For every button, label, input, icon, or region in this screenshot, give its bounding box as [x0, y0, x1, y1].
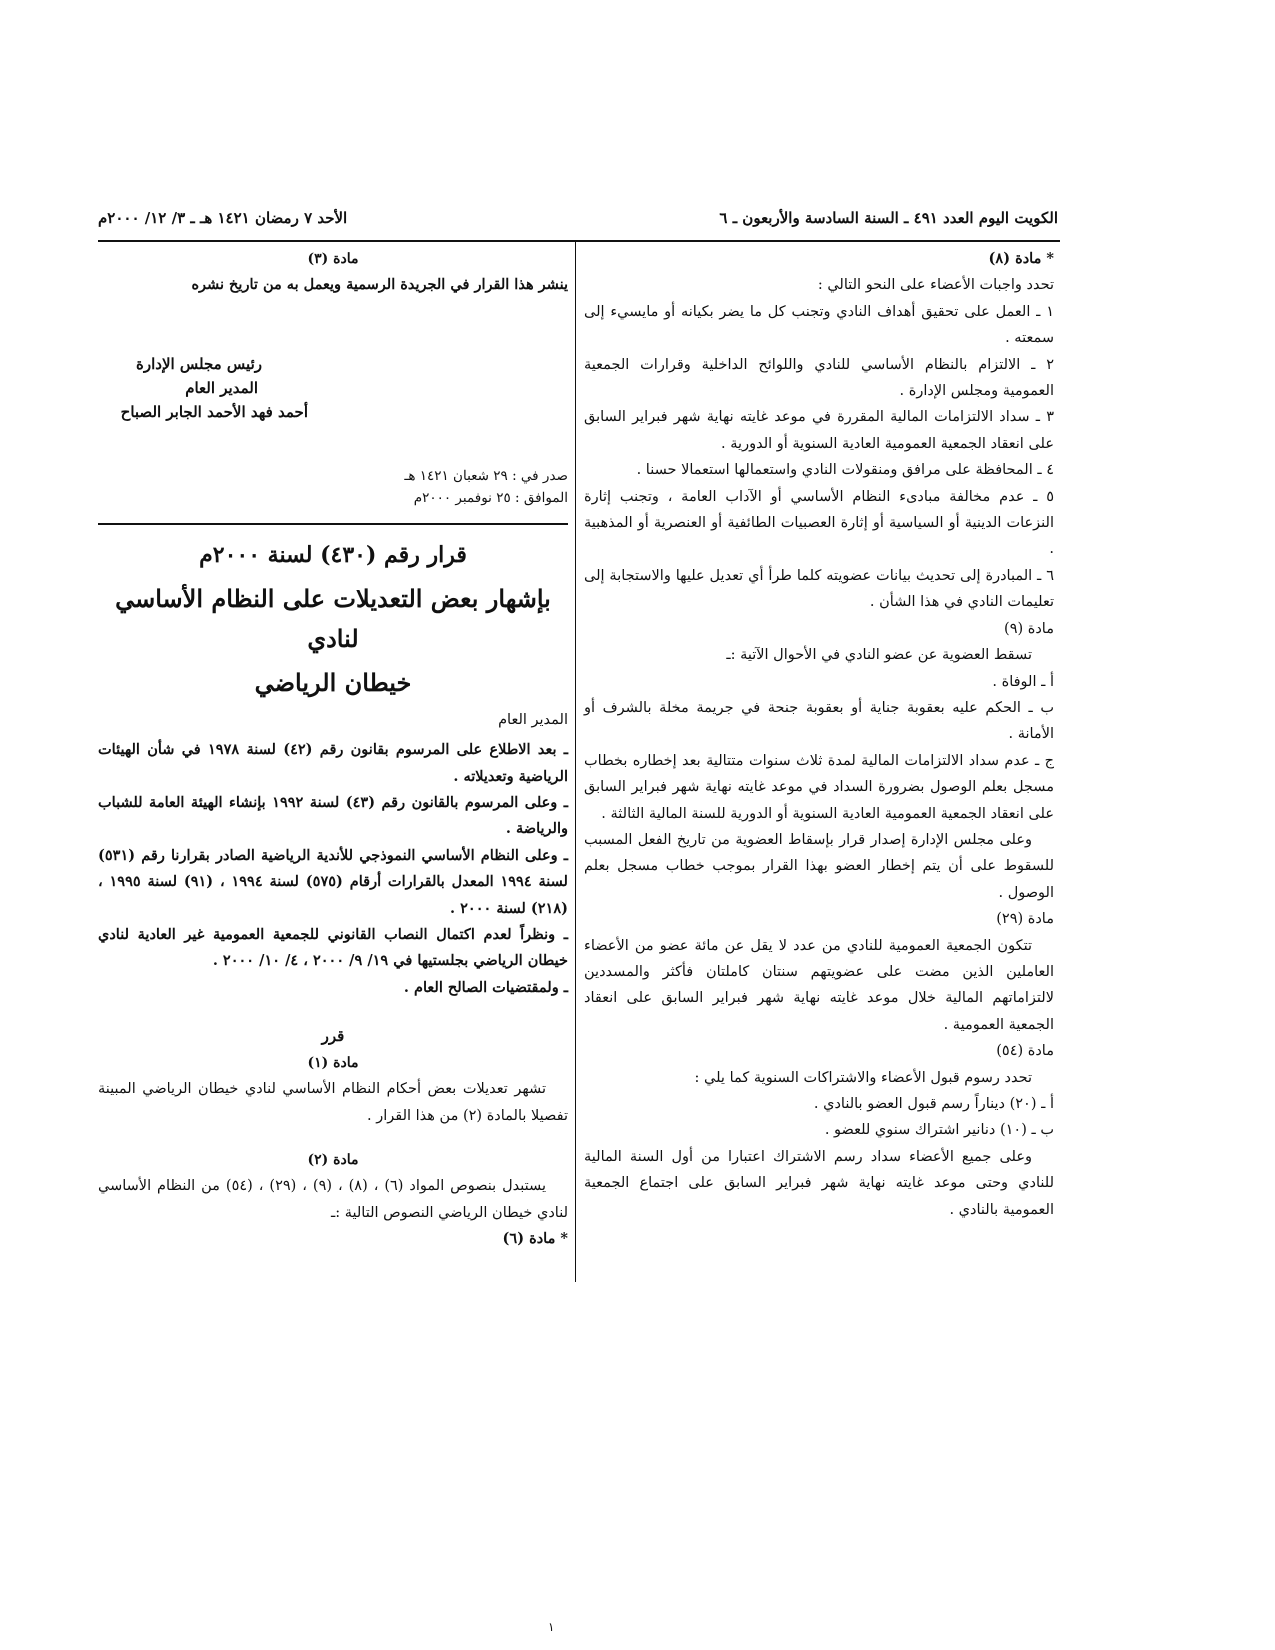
mada9-item: ج ـ عدم سداد الالتزامات المالية لمدة ثلاث سنوات متتالية بعد إخطاره بخطاب مسجل بعلم الوصول بضرورة السداد في موعد غايته نهاية شهر فبراير السابق على انعقاد الجمعية العمومية العادية السنوية أو الدورية للسنة المالية الثالثة .: [584, 752, 1054, 822]
mada54-item: أ ـ (٢٠) ديناراً رسم قبول العضو بالنادي .: [813, 1096, 1054, 1112]
issued-gregorian: الموافق : ٢٥ نوفمبر ٢٠٠٠م: [413, 489, 568, 506]
director-general-heading: المدير العام: [498, 711, 568, 728]
mada8-item: ٦ ـ المبادرة إلى تحديث بيانات عضويته كلما طرأ أي تعديل عليها والاستجابة إلى تعليمات النادي في هذا الشأن .: [584, 567, 1054, 611]
mada9-item: ب ـ الحكم عليه بعقوبة جناية أو بعقوبة جنحة في جريمة مخلة بالشرف أو الأمانة .: [584, 699, 1054, 743]
preamble-item: ـ ونظراً لعدم اكتمال النصاب القانوني للجمعية العمومية غير العادية لنادي خيطان الرياضي بجلستيها في ١٩/ ٩/ ٢٠٠٠ ، ٤/ ١٠/ ٢٠٠٠ .: [98, 926, 568, 970]
issued-date-block: [98, 465, 568, 509]
mada1-heading: مادة (١): [307, 1054, 359, 1071]
decision-subject-club: خيطان الرياضي: [254, 667, 412, 697]
preamble-item: ـ بعد الاطلاع على المرسوم بقانون رقم (٤٢) لسنة ١٩٧٨ في شأن الهيئات الرياضية وتعديلاته .: [98, 741, 569, 785]
page-header: [98, 205, 1058, 233]
mada3-text: ينشر هذا القرار في الجريدة الرسمية ويعمل به من تاريخ نشره: [191, 276, 568, 294]
mada54-item: ب ـ (١٠) دنانير اشتراك سنوي للعضو .: [824, 1122, 1054, 1139]
mada1-text: تشهر تعديلات بعض أحكام النظام الأساسي لنادي خيطان الرياضي المبينة تفصيلا بالمادة (٢) من هذا القرار .: [98, 1081, 568, 1124]
mada9-closing: وعلى مجلس الإدارة إصدار قرار بإسقاط العضوية من تاريخ الفعل المسبب للسقوط على أن يتم إخطار العضو بهذا القرار بموجب خطاب مسجل بعلم الوصول .: [584, 831, 1054, 901]
mada8-item: ٣ ـ سداد الالتزامات المالية المقررة في موعد غايته نهاية شهر فبراير السابق على انعقاد الجمعية العمومية العادية السنوية أو الدورية .: [584, 409, 1054, 452]
preamble-item: ـ وعلى المرسوم بالقانون رقم (٤٣) لسنة ١٩٩٢ بإنشاء الهيئة العامة للشباب والرياضة .: [98, 794, 568, 838]
page-number: ١: [548, 1620, 555, 1634]
mada29-text: تتكون الجمعية العمومية للنادي من عدد لا يقل عن مائة عضو من الأعضاء العاملين الذين مضت على عضويتهم سنتان كاملتان فأكثر والمسددين لالتزاماتهم المالية خلال موعد غايته نهاية شهر فبراير السابق على انعقاد الجمعية العمومية .: [584, 937, 1054, 1033]
mada8-item: ٤ ـ المحافظة على مرافق ومنقولات النادي واستعمالها استعمالا حسنا .: [636, 462, 1054, 479]
issued-hijri: صدر في : ٢٩ شعبان ١٤٢١ هـ: [404, 467, 568, 484]
header-date: الأحد ٧ رمضان ١٤٢١ هـ ـ ٣/ ١٢/ ٢٠٠٠م: [98, 209, 348, 227]
header-issue-info: الكويت اليوم العدد ٤٩١ ـ السنة السادسة والأربعون ـ ٦: [719, 209, 1058, 227]
signature-block: [98, 299, 568, 419]
section-rule: [98, 523, 568, 525]
mada8-item: ١ ـ العمل على تحقيق أهداف النادي وتجنب كل ما يضر بكيانه أو مايسيء إلى سمعته .: [584, 303, 1054, 347]
mada6-heading: * مادة (٦): [502, 1230, 568, 1248]
left-column: [98, 246, 568, 1253]
header-rule: [98, 240, 1060, 242]
mada8-item: ٢ ـ الالتزام بالنظام الأساسي للنادي واللوائح الداخلية وقرارات الجمعية العمومية ومجلس الإدارة .: [584, 356, 1054, 400]
decided-heading: قرر: [321, 1027, 345, 1046]
mada54-heading: مادة (٥٤): [996, 1043, 1054, 1060]
mada8-item: ٥ ـ عدم مخالفة مبادىء النظام الأساسي أو الآداب العامة ، وتجنب إثارة النزعات الدينية أو السياسية أو إثارة العصبيات الطائفية أو العنصرية أو المذهبية .: [584, 488, 1054, 558]
mada8-intro: تحدد واجبات الأعضاء على النحو التالي :: [817, 277, 1054, 294]
mada54-closing: وعلى جميع الأعضاء سداد رسم الاشتراك اعتبارا من أول السنة المالية للنادي وحتى موعد غايته نهاية شهر فبراير السابق على اجتماع الجمعية العمومية بالنادي .: [584, 1148, 1054, 1218]
signature-title: رئيس مجلس الإدارة: [136, 354, 262, 373]
mada29-heading: مادة (٢٩): [996, 911, 1054, 928]
mada2-heading: مادة (٢): [307, 1151, 359, 1168]
mada9-intro: تسقط العضوية عن عضو النادي في الأحوال الآتية :ـ: [726, 647, 1032, 664]
column-divider: [575, 242, 576, 1282]
signature-role: المدير العام: [185, 378, 258, 397]
mada9-item: أ ـ الوفاة .: [992, 673, 1054, 690]
signature-name: أحمد فهد الأحمد الجابر الصباح: [120, 402, 308, 421]
mada9-heading: مادة (٩): [1004, 620, 1054, 637]
preamble-item: ـ ولمقتضيات الصالح العام .: [403, 978, 568, 996]
mada3-heading: مادة (٣): [307, 251, 359, 267]
decision-subject: بإشهار بعض التعديلات على النظام الأساسي لنادي: [115, 583, 551, 653]
preamble-item: ـ وعلى النظام الأساسي النموذجي للأندية الرياضية الصادر بقرارنا رقم (٥٣١) لسنة ١٩٩٤ المعدل بالقرارات أرقام (٥٧٥) لسنة ١٩٩٤ ، (٩١) لسنة ١٩٩٥ ، (٢١٨) لسنة ٢٠٠٠ .: [98, 846, 568, 917]
mada8-heading: * مادة (٨): [988, 250, 1054, 267]
mada2-text: يستبدل بنصوص المواد (٦) ، (٨) ، (٩) ، (٢٩) ، (٥٤) من النظام الأساسي لنادي خيطان الرياضي النصوص التالية :ـ: [98, 1178, 568, 1221]
mada54-intro: تحدد رسوم قبول الأعضاء والاشتراكات السنوية كما يلي :: [694, 1069, 1032, 1086]
right-column: [584, 246, 1054, 1223]
decision-title: قرار رقم (٤٣٠) لسنة ٢٠٠٠م: [199, 541, 467, 568]
